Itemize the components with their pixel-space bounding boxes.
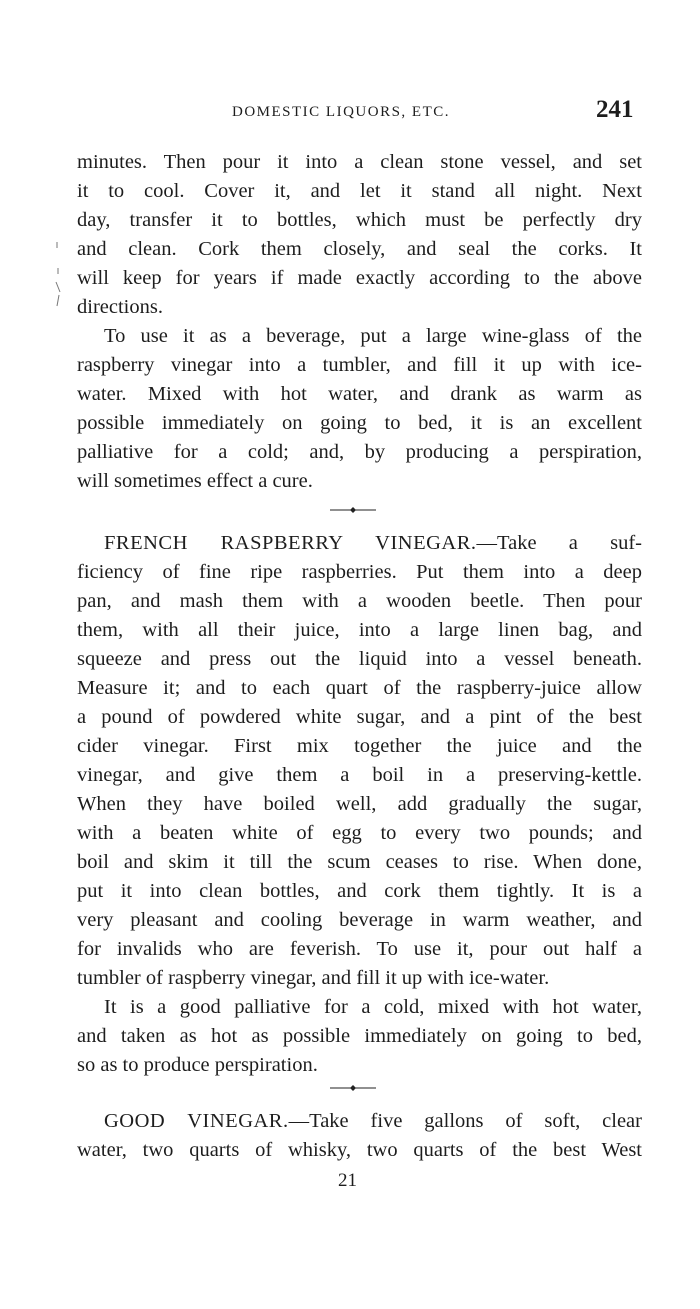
text-line: day, transfer it to bottles, which must be perfectly dry xyxy=(77,209,642,231)
text-line: boil and skim it till the scum ceases to rise. When done, xyxy=(77,851,642,873)
text-line: vinegar, and give them a boil in a preserving-kettle. xyxy=(77,764,642,786)
text-line: very pleasant and cooling beverage in warm weather, and xyxy=(77,909,642,931)
text-line: minutes. Then pour it into a clean stone vessel, and set xyxy=(77,151,642,173)
text-line: possible immediately on going to bed, it is an excellent xyxy=(77,412,642,434)
text-line: them, with all their juice, into a large linen bag, and xyxy=(77,619,642,641)
section-separator xyxy=(328,1084,378,1092)
recipe-heading: GOOD VINEGAR. xyxy=(104,1110,289,1132)
text-line: and taken as hot as possible immediately on going to bed, xyxy=(77,1025,642,1047)
text-line: a pound of powdered white sugar, and a pint of the best xyxy=(77,706,642,728)
text-line: To use it as a beverage, put a large wine-glass of the xyxy=(104,325,642,347)
text-line: directions. xyxy=(77,296,163,318)
text-line: It is a good palliative for a cold, mixed with hot water, xyxy=(104,996,642,1018)
text-line: will keep for years if made exactly according to the above xyxy=(77,267,642,289)
text-line: will sometimes effect a cure. xyxy=(77,470,313,492)
text-line: put it into clean bottles, and cork them tightly. It is a xyxy=(77,880,642,902)
text-line: water. Mixed with hot water, and drank as warm as xyxy=(77,383,642,405)
running-title: DOMESTIC LIQUORS, ETC. xyxy=(232,104,451,120)
text-line: ficiency of fine ripe raspberries. Put them into a deep xyxy=(77,561,642,583)
text-line: palliative for a cold; and, by producing a perspiration, xyxy=(77,441,642,463)
text-line: squeeze and press out the liquid into a vessel beneath. xyxy=(77,648,642,670)
text-line: it to cool. Cover it, and let it stand all night. Next xyxy=(77,180,642,202)
page-number: 241 xyxy=(596,96,634,123)
margin-ink-marks xyxy=(52,240,66,315)
text-line: raspberry vinegar into a tumbler, and fill it up with ice- xyxy=(77,354,642,376)
text-line: so as to produce perspiration. xyxy=(77,1054,318,1076)
recipe-text: —Take a suf- xyxy=(476,532,642,554)
text-line: with a beaten white of egg to every two pounds; and xyxy=(77,822,642,844)
section-separator xyxy=(328,506,378,514)
text-line: Measure it; and to each quart of the raspberry-juice allow xyxy=(77,677,642,699)
recipe-heading: FRENCH RASPBERRY VINEGAR. xyxy=(104,532,477,554)
text-line: pan, and mash them with a wooden beetle. Then pour xyxy=(77,590,642,612)
recipe-first-line xyxy=(104,529,642,557)
text-line: When they have boiled well, add gradually the sugar, xyxy=(77,793,642,815)
signature-mark: 21 xyxy=(338,1170,357,1191)
recipe-first-line xyxy=(104,1107,642,1135)
recipe-text: —Take five gallons of soft, clear xyxy=(288,1110,642,1132)
text-line: and clean. Cork them closely, and seal the corks. It xyxy=(77,238,642,260)
text-line: tumbler of raspberry vinegar, and fill it up with ice-water. xyxy=(77,967,550,989)
text-line: cider vinegar. First mix together the juice and the xyxy=(77,735,642,757)
text-line: for invalids who are feverish. To use it, pour out half a xyxy=(77,938,642,960)
text-line: water, two quarts of whisky, two quarts of the best West xyxy=(77,1139,642,1161)
